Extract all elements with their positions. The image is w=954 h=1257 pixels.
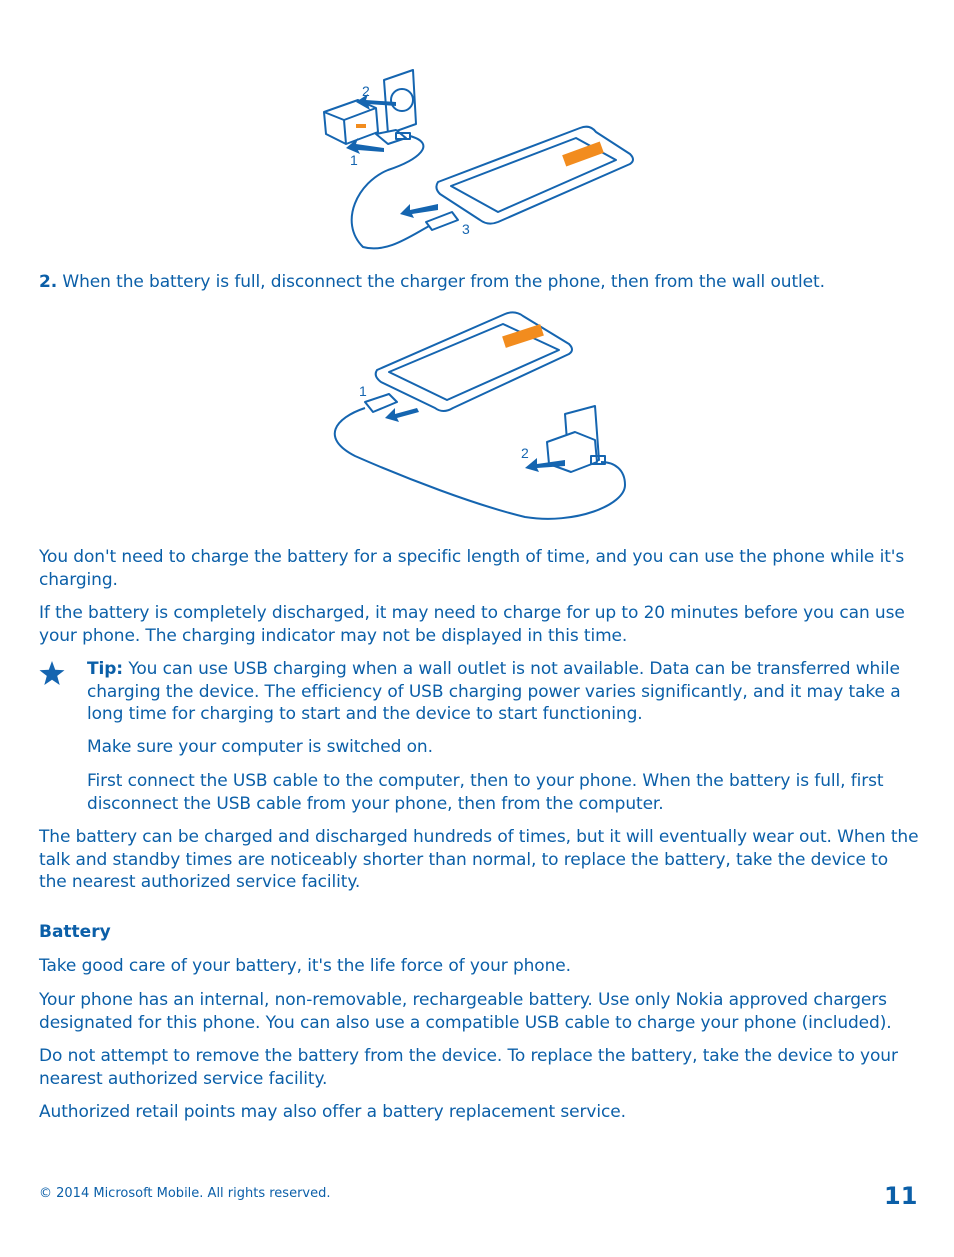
tip-computer-on: Make sure your computer is switched on.	[87, 737, 433, 757]
charging-connect-illustration	[318, 62, 638, 257]
figure2-label-2: 2	[521, 445, 529, 461]
tip-connect-order: First connect the USB cable to the computer, then to your phone. When the battery is full, first disconnect the USB cable from your phone, then from the computer.	[87, 771, 884, 814]
page-number: 11	[884, 1182, 918, 1210]
tip-label: Tip:	[87, 659, 123, 679]
paragraph-charge-time: You don't need to charge the battery for a specific length of time, and you can use the phone while it's charging.	[39, 547, 905, 590]
figure1-label-2: 2	[362, 83, 370, 99]
footer-copyright: © 2014 Microsoft Mobile. All rights reserved.	[39, 1186, 331, 1201]
battery-paragraph-3: Do not attempt to remove the battery from the device. To replace the battery, take the device to your nearest authorized service facility.	[39, 1046, 898, 1089]
battery-paragraph-4: Authorized retail points may also offer a battery replacement service.	[39, 1102, 626, 1122]
step-2-paragraph	[39, 271, 919, 294]
charging-disconnect-illustration	[325, 310, 635, 525]
star-icon	[39, 661, 65, 686]
paragraph-discharged: If the battery is completely discharged, it may need to charge for up to 20 minutes before you can use your phone. The charging indicator may not be displayed in this time.	[39, 603, 905, 646]
battery-paragraph-1: Take good care of your battery, it's the life force of your phone.	[39, 956, 571, 976]
battery-paragraph-2: Your phone has an internal, non-removable, rechargeable battery. Use only Nokia approved chargers designated for this phone. You can also use a compatible USB cable to charge your phone (included).	[39, 990, 892, 1033]
battery-heading: Battery	[39, 922, 111, 942]
step-2-text: When the battery is full, disconnect the charger from the phone, then from the wall outlet.	[62, 272, 825, 292]
step-2-number: 2.	[39, 272, 58, 292]
figure2-label-1: 1	[359, 383, 367, 399]
tip-paragraph	[87, 658, 919, 726]
tip-text: You can use USB charging when a wall outlet is not available. Data can be transferred while charging the device. The efficiency of USB charging power varies significantly, and it may take a long time for charging to start and the device to start functioning.	[87, 659, 901, 724]
figure1-label-1: 1	[350, 152, 358, 168]
paragraph-wear-out: The battery can be charged and discharged hundreds of times, but it will eventually wear out. When the talk and standby times are noticeably shorter than normal, to replace the battery, take the device to the nearest authorized service facility.	[39, 827, 919, 892]
figure1-label-3: 3	[462, 221, 470, 237]
